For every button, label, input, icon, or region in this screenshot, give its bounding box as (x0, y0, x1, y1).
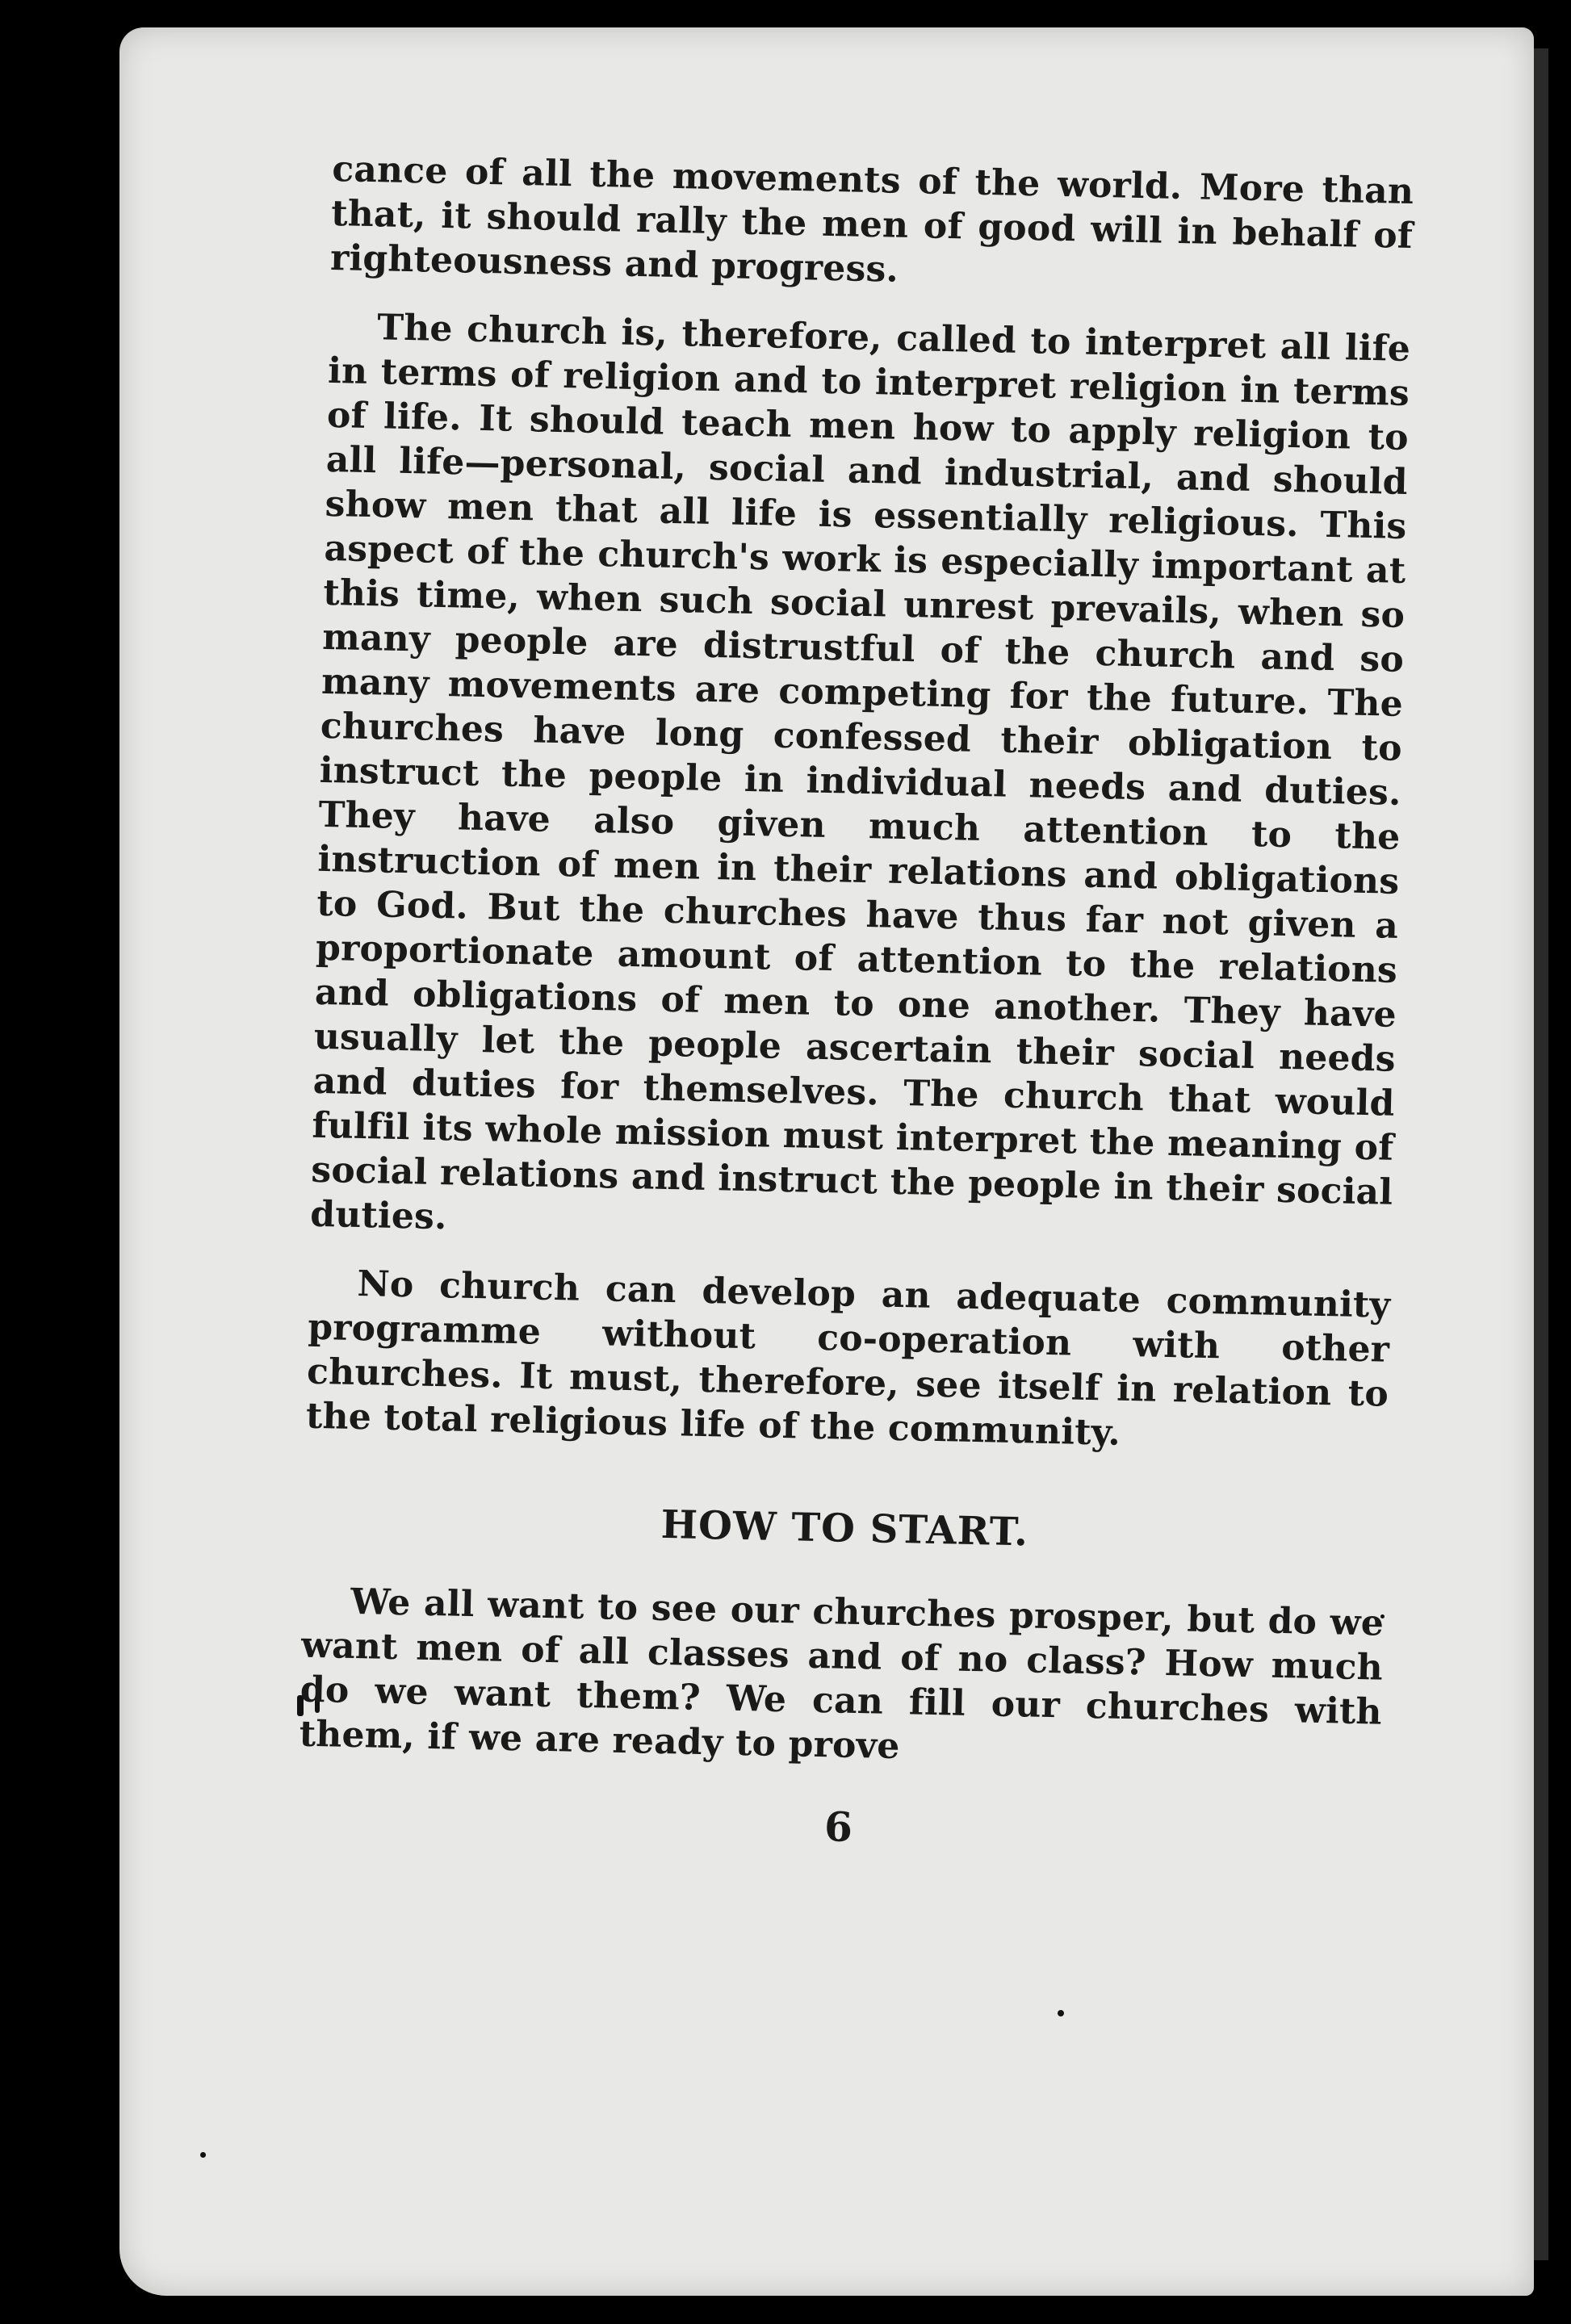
section-heading: HOW TO START. (660, 1501, 1029, 1556)
page-text (297, 147, 1414, 1862)
paragraph-1: cance of all the movements of the world. More than that, it should rally the men of good will in behalf of righteousness and progress. (329, 148, 1414, 291)
ink-speck (200, 2152, 206, 2158)
paragraph-4: We all want to see our churches prosper, but do we want men of all classes and of no class? How much do we want them? We can fill our churches with them, if we are ready to prove (299, 1581, 1385, 1768)
ink-speck (1058, 2010, 1064, 2016)
paragraph-3: No church can develop an adequate community programme without co-operation with other churches. It must, therefore, see itself in relation to the total religious life of the community. (305, 1262, 1391, 1454)
page-number: 6 (823, 1803, 853, 1851)
paragraph-2: The church is, therefore, called to interpret all life in terms of religion and to interpret religion in terms of life. It should teach men how to apply religion to all life—personal, social and industrial, and should show men that all life is essentially religious. This aspect of the church's work is especially important at this time, when such social unrest prevails, when so many people are distrustful of the church and so many movements are competing for the future. The churches have long confessed their obligation to instruct the people in individual needs and duties. They have also given much attention to the instruction of men in their relations and obligations to God. But the churches have thus far not given a proportionate amount of attention to the relations and obligations of men to one another. They have usually let the people ascertain their social needs and duties for themselves. The church that would fulfil its whole mission must interpret the meaning of social relations and instruct the people in their social duties. (309, 307, 1411, 1238)
page-edge (1534, 48, 1548, 2260)
